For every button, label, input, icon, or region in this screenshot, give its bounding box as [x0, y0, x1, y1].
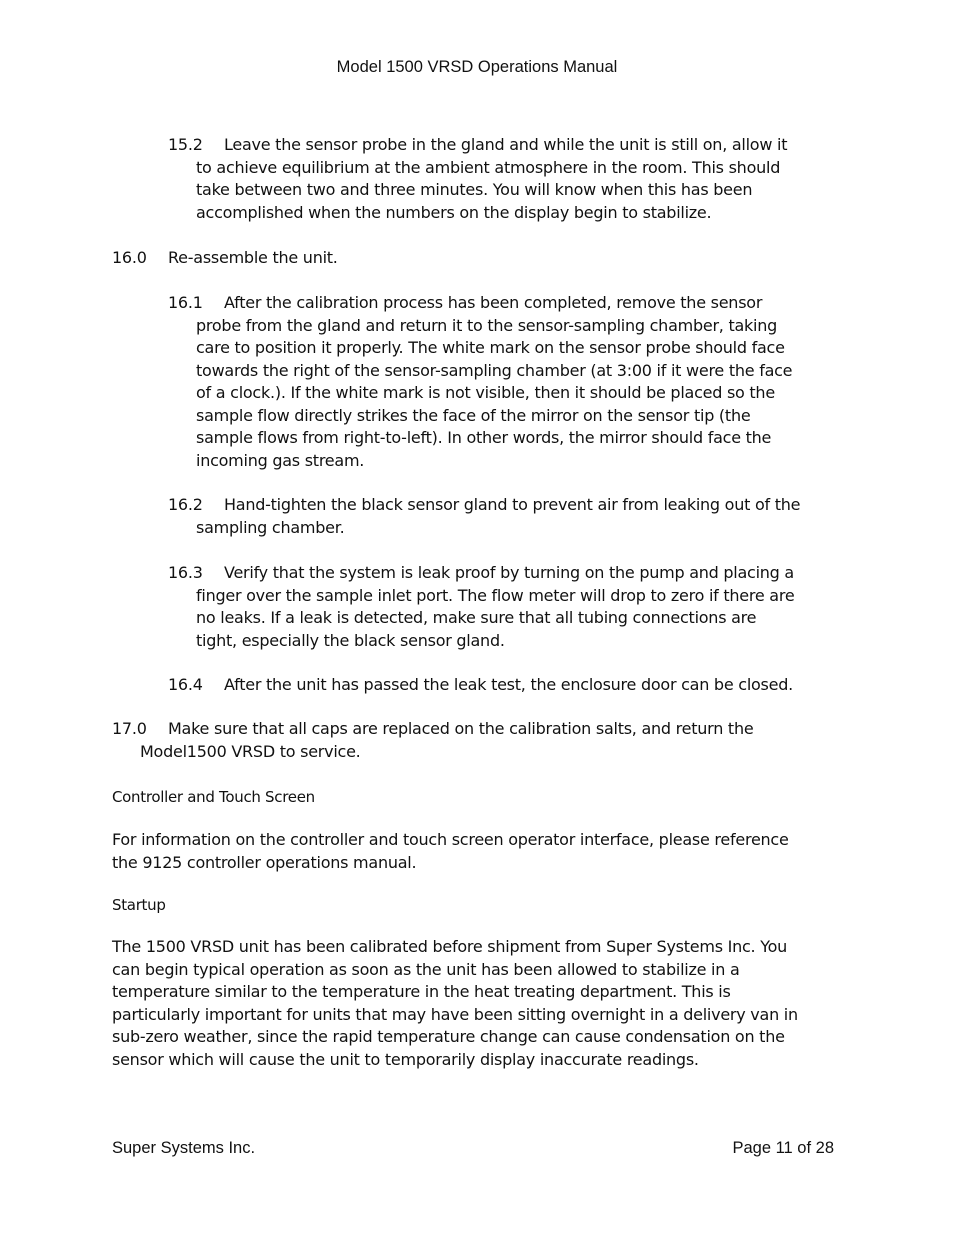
body-text-line: can begin typical operation as soon as the unit has been allowed to stabilize in a [112, 959, 740, 979]
step-text-line: sample flow directly strikes the face of the mirror on the sensor tip (the [196, 405, 751, 425]
section-heading-controller: Controller and Touch Screen [112, 788, 315, 806]
footer-company: Super Systems Inc. [112, 1139, 256, 1157]
body-text-line: the 9125 controller operations manual. [112, 852, 417, 872]
body-text-line: particularly important for units that may have been sitting overnight in a delivery van in [112, 1004, 798, 1024]
step-text-line: Leave the sensor probe in the gland and while the unit is still on, allow it [224, 135, 788, 154]
step-number: 17.0 [112, 719, 147, 738]
step-text-line: Hand-tighten the black sensor gland to prevent air from leaking out of the [224, 495, 801, 514]
step-16-2 [168, 494, 800, 539]
body-text-line: For information on the controller and touch screen operator interface, please reference [112, 830, 789, 849]
step-number: 16.3 [168, 563, 203, 582]
step-text-line: probe from the gland and return it to the sensor-sampling chamber, taking [196, 315, 778, 335]
step-16-4 [168, 674, 793, 697]
step-number: 15.2 [168, 135, 203, 154]
step-text-line: take between two and three minutes. You will know when this has been [196, 180, 753, 199]
step-16-3 [168, 562, 794, 652]
step-text-line: sample flows from right-to-left). In other words, the mirror should face the [196, 428, 772, 447]
step-text-line: to achieve equilibrium at the ambient atmosphere in the room. This should [196, 157, 781, 177]
step-number: 16.2 [168, 495, 203, 514]
step-text-line: towards the right of the sensor-sampling chamber (at 3:00 if it were the face [196, 360, 793, 380]
step-text-line: After the unit has passed the leak test, the enclosure door can be closed. [224, 675, 793, 694]
step-text-line: Re-assemble the unit. [168, 248, 338, 267]
step-15-2 [168, 134, 787, 224]
step-text-line: tight, especially the black sensor gland. [196, 630, 505, 650]
step-number: 16.4 [168, 675, 203, 694]
step-text-line: care to position it properly. The white mark on the sensor probe should face [196, 338, 785, 357]
step-number: 16.1 [168, 293, 203, 312]
step-16-1 [168, 292, 792, 472]
step-text-line: After the calibration process has been completed, remove the sensor [224, 293, 763, 312]
step-text-line: sampling chamber. [196, 517, 345, 537]
page-header: Model 1500 VRSD Operations Manual [336, 58, 618, 76]
body-text-line: The 1500 VRSD unit has been calibrated before shipment from Super Systems Inc. You [112, 937, 788, 956]
step-text-line: accomplished when the numbers on the display begin to stabilize. [196, 202, 712, 222]
body-text-line: sensor which will cause the unit to temporarily display inaccurate readings. [112, 1049, 699, 1069]
body-text-line: temperature similar to the temperature in the heat treating department. This is [112, 982, 731, 1001]
section-heading-startup: Startup [112, 896, 166, 914]
step-text-line: of a clock.). If the white mark is not visible, then it should be placed so the [196, 383, 775, 402]
step-text-line: incoming gas stream. [196, 450, 365, 470]
step-text-line: Make sure that all caps are replaced on the calibration salts, and return the [168, 719, 754, 738]
step-text-line: Verify that the system is leak proof by turning on the pump and placing a [224, 563, 794, 582]
step-16-0 [112, 247, 338, 270]
section-body-controller [112, 829, 789, 874]
step-text-line: no leaks. If a leak is detected, make sure that all tubing connections are [196, 608, 757, 627]
step-text-line: finger over the sample inlet port. The flow meter will drop to zero if there are [196, 585, 795, 605]
footer-page-number: Page 11 of 28 [732, 1139, 834, 1157]
section-body-startup [112, 936, 798, 1071]
body-text-line: sub-zero weather, since the rapid temperature change can cause condensation on the [112, 1027, 785, 1046]
step-text-line: Model1500 VRSD to service. [140, 741, 361, 761]
step-number: 16.0 [112, 248, 147, 267]
step-17-0 [112, 718, 753, 763]
